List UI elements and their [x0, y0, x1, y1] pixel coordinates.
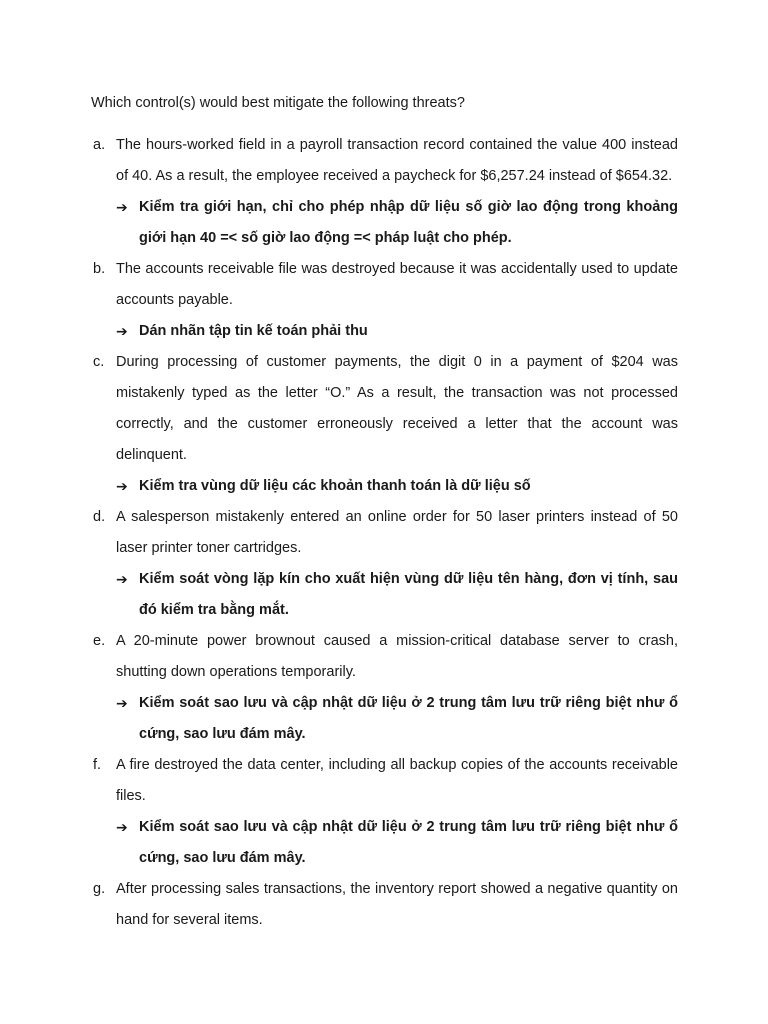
answer-text: Kiểm soát vòng lặp kín cho xuất hiện vùng dữ liệu tên hàng, đơn vị tính, sau đó kiểm tra bằng mắt. [139, 571, 678, 618]
threat-text: After processing sales transactions, the inventory report showed a negative quantity on hand for several items. [116, 881, 678, 928]
list-item-e [0, 626, 768, 750]
answer-text: Kiểm tra giới hạn, chỉ cho phép nhập dữ liệu số giờ lao động trong khoảng giới hạn 40 =< số giờ lao động =< pháp luật cho phép. [139, 199, 678, 246]
item-marker: d. [93, 509, 106, 525]
answer-block [116, 688, 678, 750]
arrow-right-icon: ➔ [116, 323, 128, 339]
item-marker: c. [93, 354, 105, 370]
answer-block [116, 812, 678, 874]
answer-text: Kiểm soát sao lưu và cập nhật dữ liệu ở 2 trung tâm lưu trữ riêng biệt như ổ cứng, sao lưu đám mây. [139, 695, 678, 742]
item-marker: g. [93, 881, 106, 897]
answer-block [116, 192, 678, 254]
answer-block [116, 564, 678, 626]
item-marker: f. [93, 757, 102, 773]
answer-text: Dán nhãn tập tin kế toán phải thu [139, 323, 368, 339]
question-heading: Which control(s) would best mitigate the following threats? [91, 95, 465, 111]
list-item-g [0, 874, 768, 936]
arrow-right-icon: ➔ [116, 695, 128, 711]
list-item-d [0, 502, 768, 626]
arrow-right-icon: ➔ [116, 571, 128, 587]
list-item-b [0, 254, 768, 347]
item-marker: b. [93, 261, 106, 277]
threat-text: A fire destroyed the data center, including all backup copies of the accounts receivable files. [116, 757, 678, 804]
list-item-f [0, 750, 768, 874]
list-item-c [0, 347, 768, 502]
answer-text: Kiểm soát sao lưu và cập nhật dữ liệu ở 2 trung tâm lưu trữ riêng biệt như ổ cứng, sao lưu đám mây. [139, 819, 678, 866]
item-marker: e. [93, 633, 106, 649]
threat-list [0, 130, 768, 936]
list-item-a [0, 130, 768, 254]
threat-text: During processing of customer payments, the digit 0 in a payment of $204 was mistakenly typed as the letter “O.” As a result, the transaction was not processed correctly, and the customer erroneously received a letter that the account was delinquent. [116, 354, 678, 463]
answer-block [116, 316, 678, 347]
threat-text: A 20-minute power brownout caused a mission-critical database server to crash, shutting down operations temporarily. [116, 633, 678, 680]
arrow-right-icon: ➔ [116, 819, 128, 835]
item-marker: a. [93, 137, 106, 153]
answer-text: Kiểm tra vùng dữ liệu các khoản thanh toán là dữ liệu số [139, 478, 531, 494]
threat-text: The accounts receivable file was destroyed because it was accidentally used to update accounts payable. [116, 261, 678, 308]
threat-text: The hours-worked field in a payroll transaction record contained the value 400 instead of 40. As a result, the employee received a paycheck for $6,257.24 instead of $654.32. [116, 137, 678, 184]
answer-block [116, 471, 678, 502]
arrow-right-icon: ➔ [116, 199, 128, 215]
threat-text: A salesperson mistakenly entered an online order for 50 laser printers instead of 50 laser printer toner cartridges. [116, 509, 678, 556]
arrow-right-icon: ➔ [116, 478, 128, 494]
